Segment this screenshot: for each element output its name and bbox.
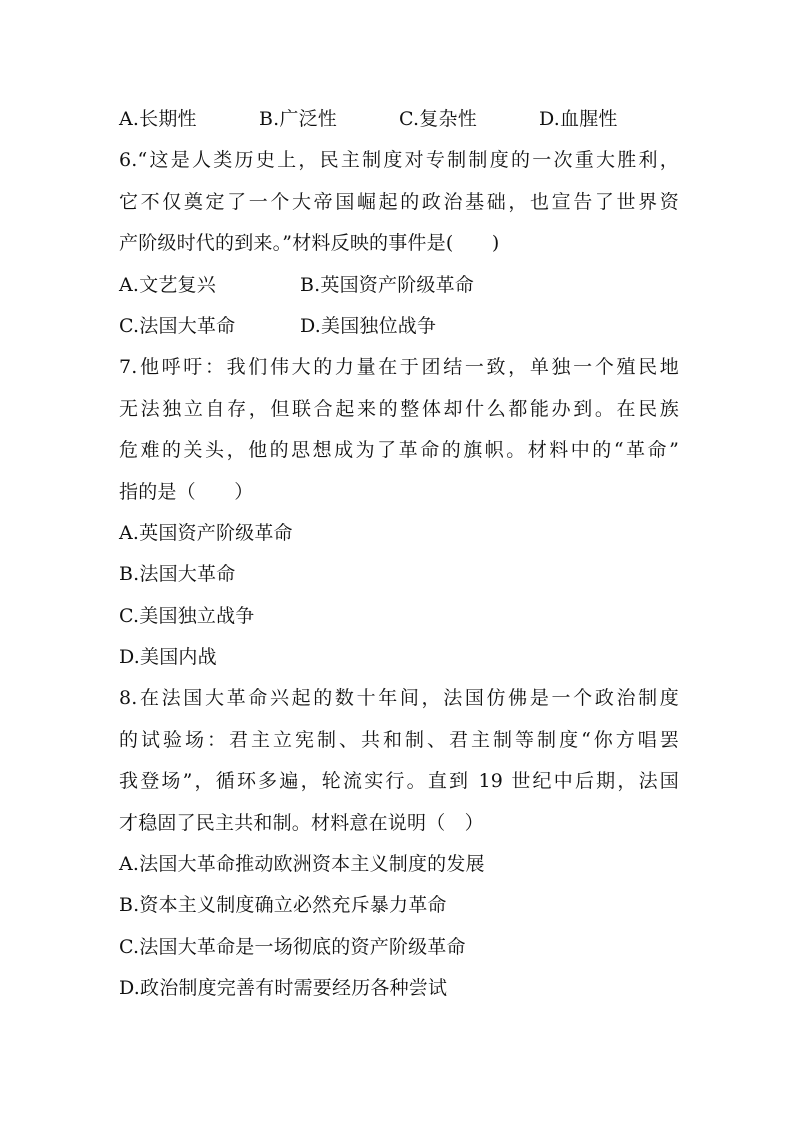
q6-options-row-1 [119, 265, 679, 306]
q6-stem-line-2: 它不仅奠定了一个大帝国崛起的政治基础，也宣告了世界资 [119, 190, 679, 213]
q7-stem-line-1: 7.他呼吁：我们伟大的力量在于团结一致，单独一个殖民地 [119, 356, 679, 379]
q8-option-a: A.法国大革命推动欧洲资本主义制度的发展 [119, 853, 485, 876]
q8-stem-line-3: 我登场”，循环多遍，轮流实行。直到 19 世纪中后期，法国 [119, 770, 679, 793]
q6-options-row-2 [119, 306, 679, 347]
q5-option-b: B.广泛性 [259, 108, 338, 130]
q7-option-a: A.英国资产阶级革命 [119, 521, 293, 544]
q8-stem-line-1: 8.在法国大革命兴起的数十年间，法国仿佛是一个政治制度 [119, 687, 679, 710]
q7-option-b: B.法国大革命 [119, 563, 236, 586]
q8-stem-line-2: 的试验场：君主立宪制、共和制、君主制等制度“你方唱罢 [119, 728, 679, 751]
q5-option-c: C.复杂性 [399, 108, 477, 130]
q8-stem-line-4: 才稳固了民主共和制。材料意在说明（ ） [119, 811, 484, 834]
exam-page [119, 99, 679, 1010]
q7-stem-line-4: 指的是（ ） [119, 480, 254, 503]
q6-stem-line-1: 6.“这是人类历史上，民主制度对专制制度的一次重大胜利， [119, 149, 679, 172]
q8-option-c: C.法国大革命是一场彻底的资产阶级革命 [119, 935, 466, 958]
q8-option-d: D.政治制度完善有时需要经历各种尝试 [119, 977, 448, 1000]
q5-options [119, 99, 679, 140]
q7-option-c: C.美国独立战争 [119, 604, 255, 627]
q6-option-b: B.英国资产阶级革命 [300, 273, 475, 296]
q5-option-a: A.长期性 [119, 108, 197, 130]
q6-stem-line-3: 产阶级时代的到来。”材料反映的事件是( ) [119, 232, 500, 255]
q7-stem-line-3: 危难的关头，他的思想成为了革命的旗帜。材料中的“革命” [119, 439, 679, 462]
q6-option-c: C.法国大革命 [119, 314, 236, 337]
q8-option-b: B.资本主义制度确立必然充斥暴力革命 [119, 894, 447, 917]
q6-option-a: A.文艺复兴 [119, 273, 216, 296]
q5-option-d: D.血腥性 [539, 108, 618, 130]
q6-option-d: D.美国独位战争 [300, 314, 437, 337]
q7-option-d: D.美国内战 [119, 646, 217, 669]
q7-stem-line-2: 无法独立自存，但联合起来的整体却什么都能办到。在民族 [119, 397, 679, 420]
